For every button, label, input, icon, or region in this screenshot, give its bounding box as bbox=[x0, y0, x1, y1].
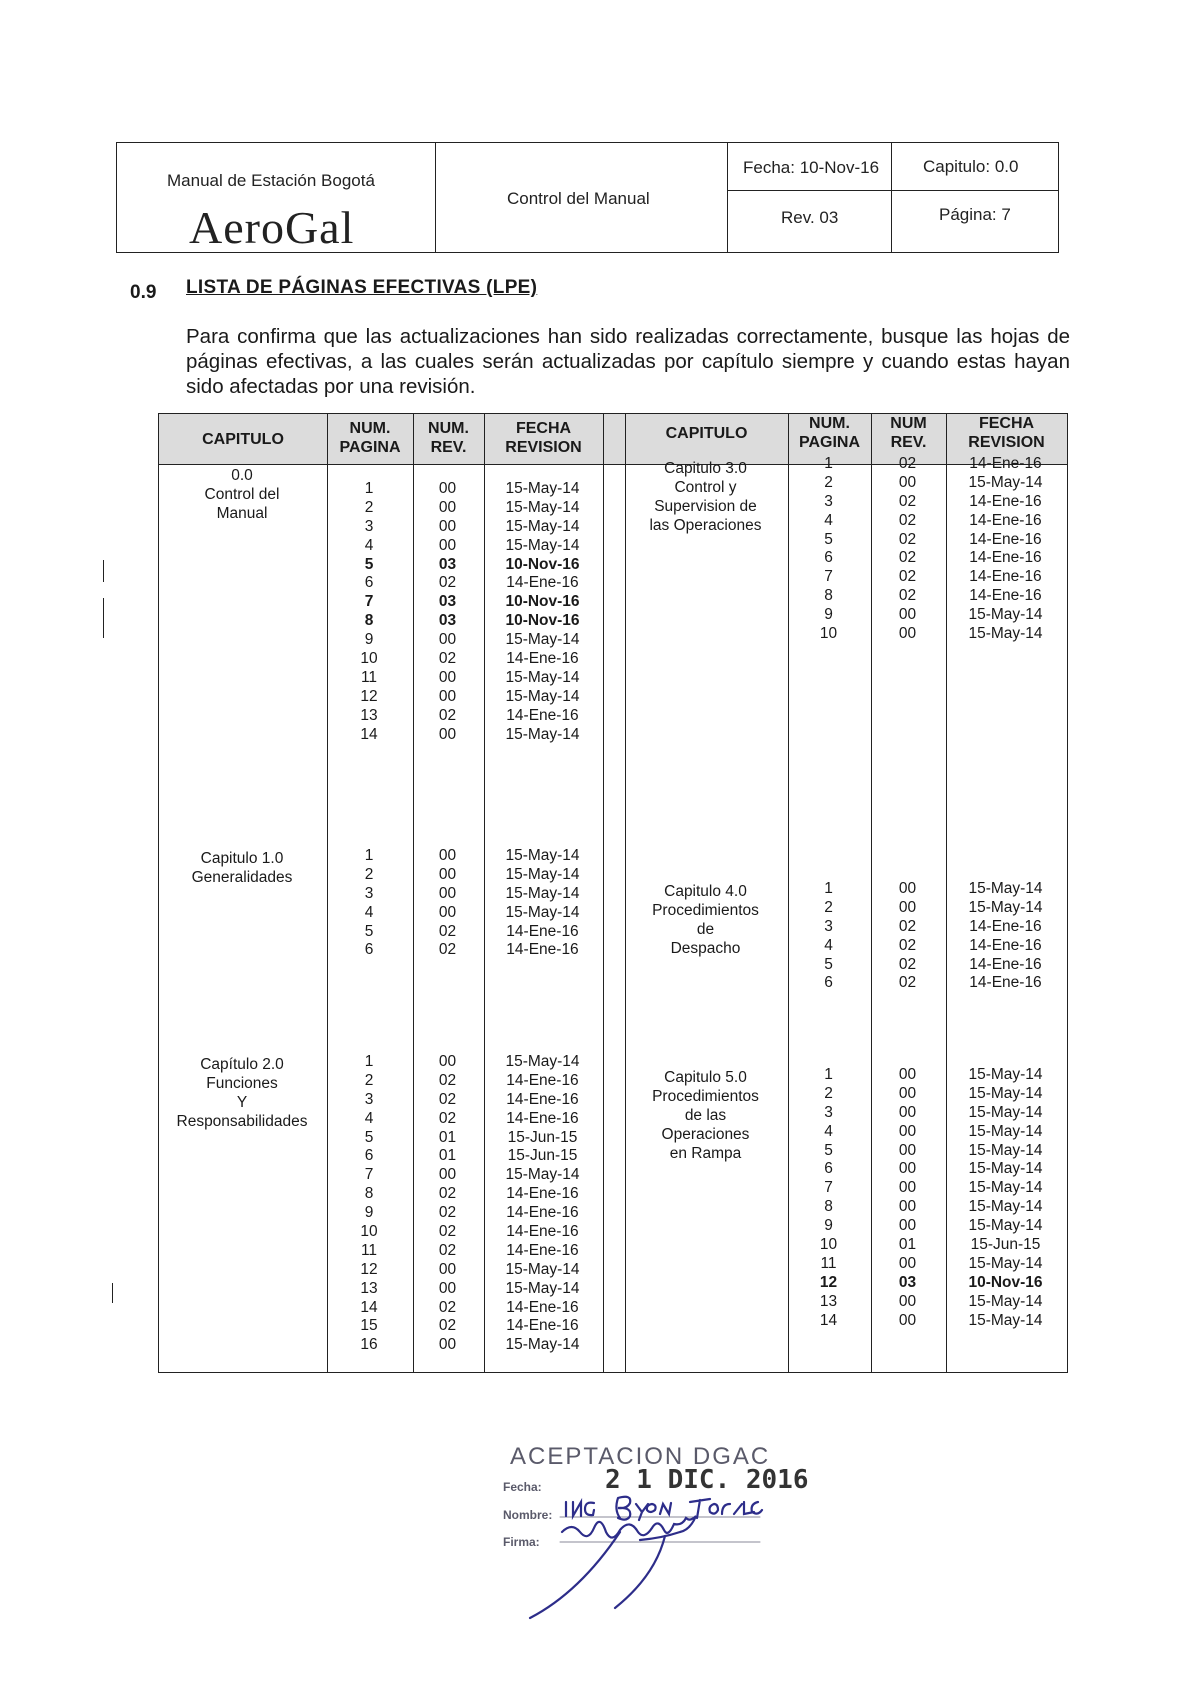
table-cell: 00 bbox=[438, 668, 457, 686]
table-cell: 15-May-14 bbox=[505, 517, 580, 535]
table-cell: 14-Ene-16 bbox=[969, 917, 1042, 935]
table-cell: 00 bbox=[898, 1198, 917, 1216]
table-cell: 4 bbox=[364, 1109, 374, 1127]
table-cell: 10 bbox=[819, 625, 838, 643]
table-cell: 12 bbox=[360, 687, 378, 705]
table-cell: 00 bbox=[898, 1084, 917, 1102]
table-cell: 12 bbox=[819, 1273, 838, 1291]
table-cell: 15-May-14 bbox=[505, 668, 580, 686]
table-cell: 01 bbox=[438, 1128, 457, 1146]
table-cell: 15-May-14 bbox=[968, 1084, 1043, 1102]
revision-dates-column bbox=[945, 880, 1066, 993]
table-cell: 00 bbox=[898, 625, 917, 643]
table-cell: 14-Ene-16 bbox=[506, 1204, 579, 1222]
header-pagina-left: NUM. PAGINA bbox=[339, 420, 401, 456]
table-cell: 6 bbox=[364, 1147, 374, 1165]
table-cell: 15-May-14 bbox=[505, 903, 580, 921]
table-cell: 15-May-14 bbox=[968, 880, 1043, 897]
header-pagina: Página: 7 bbox=[939, 205, 1011, 224]
stamp-firma-label: Firma: bbox=[503, 1535, 540, 1549]
table-cell: 1 bbox=[824, 1066, 833, 1083]
table-cell: 2 bbox=[824, 898, 833, 916]
table-cell: 00 bbox=[898, 473, 917, 491]
document-header bbox=[116, 142, 1059, 253]
table-cell: 14-Ene-16 bbox=[969, 549, 1042, 567]
table-cell: 4 bbox=[824, 936, 833, 954]
table-cell: 15-May-14 bbox=[968, 1066, 1043, 1083]
table-cell: 1 bbox=[364, 847, 374, 864]
table-cell: 02 bbox=[898, 511, 917, 529]
header-capitulo-right: CAPITULO bbox=[665, 425, 748, 442]
table-cell: 14-Ene-16 bbox=[506, 1298, 579, 1316]
table-cell: 15-May-14 bbox=[968, 1311, 1043, 1329]
table-cell: 10-Nov-16 bbox=[968, 1273, 1043, 1291]
table-cell: 15-May-14 bbox=[505, 1336, 580, 1354]
table-cell: 15-May-14 bbox=[505, 1166, 580, 1184]
table-cell: 00 bbox=[898, 1160, 917, 1178]
page-numbers-column bbox=[787, 880, 870, 993]
chapter-label: Capitulo 1.0 Generalidades bbox=[191, 850, 293, 886]
table-cell: 02 bbox=[898, 455, 917, 472]
table-cell: 00 bbox=[438, 498, 457, 516]
table-cell: 14 bbox=[819, 1311, 838, 1329]
table-cell: 14-Ene-16 bbox=[969, 511, 1042, 529]
table-cell: 14-Ene-16 bbox=[969, 936, 1042, 954]
table-cell: 02 bbox=[898, 492, 917, 510]
table-cell: 14-Ene-16 bbox=[506, 574, 579, 592]
table-cell: 2 bbox=[364, 498, 374, 516]
table-cell: 15-May-14 bbox=[968, 473, 1043, 491]
table-cell: 02 bbox=[898, 530, 917, 548]
table-cell: 15-May-14 bbox=[968, 1160, 1043, 1178]
table-cell: 15-May-14 bbox=[968, 1217, 1043, 1235]
table-cell: 9 bbox=[364, 1204, 374, 1222]
table-cell: 00 bbox=[438, 1053, 457, 1070]
table-cell: 14 bbox=[360, 725, 378, 743]
table-cell: 14-Ene-16 bbox=[969, 455, 1042, 472]
table-cell: 4 bbox=[364, 903, 374, 921]
table-cell: 14-Ene-16 bbox=[969, 568, 1042, 586]
table-cell: 02 bbox=[898, 549, 917, 567]
table-cell: 3 bbox=[824, 917, 833, 935]
table-cell: 02 bbox=[438, 1185, 457, 1203]
table-cell: 02 bbox=[438, 706, 457, 724]
page-numbers-column bbox=[326, 480, 412, 744]
table-cell: 10-Nov-16 bbox=[505, 612, 580, 630]
table-cell: 10 bbox=[360, 650, 378, 668]
table-cell: 00 bbox=[438, 517, 457, 535]
table-cell: 02 bbox=[438, 574, 457, 592]
table-cell: 15-Jun-15 bbox=[507, 1147, 578, 1165]
table-cell: 01 bbox=[438, 1147, 457, 1165]
chapter-label: Capitulo 5.0 Procedimientos de las Operaciones en Rampa bbox=[652, 1069, 759, 1162]
table-cell: 00 bbox=[898, 880, 917, 897]
table-cell: 14-Ene-16 bbox=[506, 650, 579, 668]
section-intro: Para confirma que las actualizaciones han sido realizadas correctamente, busque las hojas de páginas efectivas, a las cuales serán actualizadas por capítulo siempre y cuando estas hayan sido afectadas por una revisión. bbox=[186, 325, 1070, 398]
header-title: Control del Manual bbox=[507, 189, 650, 208]
table-cell: 14-Ene-16 bbox=[969, 530, 1042, 548]
table-cell: 2 bbox=[824, 1084, 833, 1102]
table-cell: 03 bbox=[438, 612, 457, 630]
table-cell: 4 bbox=[824, 1122, 833, 1140]
chapter-label: Capitulo 3.0 Control y Supervision de las Operaciones bbox=[649, 460, 762, 534]
manual-name: Manual de Estación Bogotá bbox=[167, 171, 375, 190]
header-rev: Rev. 03 bbox=[781, 208, 839, 227]
table-cell: 15-May-14 bbox=[505, 536, 580, 554]
table-cell: 02 bbox=[438, 1223, 457, 1241]
chapter-label: 0.0 Control del Manual bbox=[204, 467, 280, 522]
table-cell: 14-Ene-16 bbox=[506, 1317, 579, 1335]
table-cell: 02 bbox=[438, 922, 457, 940]
section-title: LISTA DE PÁGINAS EFECTIVAS (LPE) bbox=[186, 277, 538, 298]
table-cell: 7 bbox=[824, 1179, 833, 1197]
table-cell: 8 bbox=[824, 1198, 833, 1216]
table-cell: 5 bbox=[364, 555, 374, 573]
table-cell: 00 bbox=[898, 606, 917, 624]
table-cell: 14-Ene-16 bbox=[506, 1241, 579, 1259]
table-cell: 00 bbox=[438, 536, 457, 554]
table-cell: 10-Nov-16 bbox=[505, 593, 580, 611]
table-cell: 3 bbox=[364, 1090, 374, 1108]
header-capitulo: Capitulo: 0.0 bbox=[923, 157, 1019, 176]
table-cell: 14-Ene-16 bbox=[506, 1185, 579, 1203]
table-cell: 00 bbox=[898, 1254, 917, 1272]
table-cell: 02 bbox=[898, 568, 917, 586]
table-cell: 7 bbox=[364, 1166, 374, 1184]
stamp-date: 2 1 DIC. 2016 bbox=[605, 1465, 809, 1495]
table-cell: 13 bbox=[819, 1292, 838, 1310]
aerogal-logo: AeroGal bbox=[189, 202, 355, 253]
table-cell: 1 bbox=[824, 455, 833, 472]
section-number: 0.9 bbox=[130, 282, 157, 303]
table-cell: 4 bbox=[364, 536, 374, 554]
revision-numbers-column bbox=[412, 1053, 483, 1355]
table-cell: 6 bbox=[824, 549, 833, 567]
revision-dates-column bbox=[483, 847, 602, 960]
table-cell: 00 bbox=[898, 1141, 917, 1159]
table-cell: 14 bbox=[360, 1298, 378, 1316]
table-cell: 02 bbox=[438, 1241, 457, 1259]
table-cell: 00 bbox=[438, 1336, 457, 1354]
table-cell: 02 bbox=[438, 1071, 457, 1089]
table-cell: 6 bbox=[824, 1160, 833, 1178]
table-cell: 3 bbox=[824, 1103, 833, 1121]
header-rev-left: NUM. REV. bbox=[428, 420, 469, 456]
table-cell: 00 bbox=[898, 1066, 917, 1083]
table-cell: 14-Ene-16 bbox=[969, 955, 1042, 973]
stamp-title: ACEPTACION DGAC bbox=[510, 1443, 771, 1470]
table-cell: 6 bbox=[824, 974, 833, 992]
signature-image bbox=[500, 1440, 790, 1620]
page-numbers-column bbox=[787, 1066, 870, 1330]
table-cell: 7 bbox=[364, 593, 374, 611]
table-cell: 03 bbox=[438, 593, 457, 611]
table-cell: 15-May-14 bbox=[505, 725, 580, 743]
header-rev-right: NUM REV. bbox=[890, 415, 927, 451]
table-cell: 5 bbox=[824, 955, 833, 973]
header-fecha: Fecha: 10-Nov-16 bbox=[743, 158, 880, 177]
table-cell: 14-Ene-16 bbox=[506, 922, 579, 940]
table-cell: 5 bbox=[364, 922, 374, 940]
table-cell: 12 bbox=[360, 1260, 378, 1278]
table-cell: 1 bbox=[824, 880, 833, 897]
table-cell: 5 bbox=[824, 1141, 833, 1159]
table-cell: 03 bbox=[438, 555, 457, 573]
table-cell: 15-May-14 bbox=[505, 1279, 580, 1297]
table-cell: 14-Ene-16 bbox=[969, 974, 1042, 992]
table-cell: 16 bbox=[360, 1336, 378, 1354]
table-cell: 6 bbox=[364, 574, 374, 592]
table-cell: 01 bbox=[898, 1236, 917, 1254]
table-cell: 15 bbox=[360, 1317, 378, 1335]
table-cell: 14-Ene-16 bbox=[506, 1109, 579, 1127]
table-cell: 2 bbox=[364, 865, 374, 883]
revision-numbers-column bbox=[412, 847, 483, 960]
change-bar bbox=[103, 598, 104, 638]
revision-numbers-column bbox=[412, 480, 483, 744]
table-cell: 10 bbox=[819, 1236, 838, 1254]
table-cell: 15-May-14 bbox=[505, 631, 580, 649]
table-cell: 02 bbox=[898, 974, 917, 992]
table-cell: 2 bbox=[824, 473, 833, 491]
table-cell: 14-Ene-16 bbox=[969, 587, 1042, 605]
table-cell: 11 bbox=[820, 1254, 837, 1272]
table-cell: 8 bbox=[824, 587, 833, 605]
table-cell: 15-May-14 bbox=[968, 1254, 1043, 1272]
table-cell: 14-Ene-16 bbox=[506, 1090, 579, 1108]
table-cell: 00 bbox=[898, 1103, 917, 1121]
table-cell: 00 bbox=[438, 884, 457, 902]
chapter-label: Capítulo 2.0 Funciones Y Responsabilidades bbox=[176, 1056, 308, 1130]
table-cell: 15-May-14 bbox=[968, 625, 1043, 643]
revision-numbers-column bbox=[870, 880, 945, 993]
revision-numbers-column bbox=[870, 455, 945, 644]
table-cell: 15-May-14 bbox=[505, 1260, 580, 1278]
table-cell: 15-May-14 bbox=[505, 480, 580, 497]
table-cell: 10-Nov-16 bbox=[505, 555, 580, 573]
table-cell: 15-Jun-15 bbox=[507, 1128, 578, 1146]
header-fecha-left: FECHA REVISION bbox=[505, 420, 582, 456]
table-cell: 15-May-14 bbox=[505, 865, 580, 883]
table-cell: 15-May-14 bbox=[968, 606, 1043, 624]
table-cell: 00 bbox=[438, 865, 457, 883]
table-cell: 02 bbox=[898, 587, 917, 605]
table-cell: 4 bbox=[824, 511, 833, 529]
table-cell: 6 bbox=[364, 941, 374, 959]
table-cell: 00 bbox=[438, 1260, 457, 1278]
header-capitulo-left: CAPITULO bbox=[202, 431, 284, 448]
table-cell: 14-Ene-16 bbox=[506, 941, 579, 959]
table-cell: 15-Jun-15 bbox=[970, 1236, 1041, 1254]
table-cell: 15-May-14 bbox=[968, 1141, 1043, 1159]
table-cell: 9 bbox=[824, 1217, 833, 1235]
table-cell: 00 bbox=[438, 631, 457, 649]
table-cell: 5 bbox=[824, 530, 833, 548]
table-cell: 02 bbox=[898, 936, 917, 954]
table-cell: 14-Ene-16 bbox=[969, 492, 1042, 510]
table-cell: 02 bbox=[898, 955, 917, 973]
table-cell: 00 bbox=[898, 1292, 917, 1310]
stamp-fecha-label: Fecha: bbox=[503, 1480, 542, 1494]
table-cell: 15-May-14 bbox=[505, 847, 580, 864]
table-cell: 15-May-14 bbox=[505, 687, 580, 705]
table-cell: 8 bbox=[364, 1185, 374, 1203]
change-bar bbox=[112, 1283, 113, 1303]
table-cell: 15-May-14 bbox=[505, 498, 580, 516]
table-cell: 03 bbox=[898, 1273, 917, 1291]
table-cell: 1 bbox=[364, 480, 374, 497]
table-cell: 00 bbox=[898, 898, 917, 916]
page-numbers-column bbox=[326, 847, 412, 960]
table-cell: 14-Ene-16 bbox=[506, 706, 579, 724]
table-cell: 02 bbox=[438, 1109, 457, 1127]
page-numbers-column bbox=[326, 1053, 412, 1355]
table-cell: 00 bbox=[438, 725, 457, 743]
table-cell: 02 bbox=[438, 941, 457, 959]
table-cell: 5 bbox=[364, 1128, 374, 1146]
table-cell: 1 bbox=[364, 1053, 374, 1070]
table-cell: 00 bbox=[438, 687, 457, 705]
table-cell: 3 bbox=[364, 884, 374, 902]
chapter-label: Capitulo 4.0 Procedimientos de Despacho bbox=[652, 883, 759, 957]
table-cell: 15-May-14 bbox=[968, 1103, 1043, 1121]
revision-dates-column bbox=[483, 1053, 602, 1355]
table-cell: 9 bbox=[824, 606, 833, 624]
revision-dates-column bbox=[945, 1066, 1066, 1330]
revision-dates-column bbox=[483, 480, 602, 744]
table-cell: 00 bbox=[438, 1166, 457, 1184]
table-cell: 15-May-14 bbox=[968, 898, 1043, 916]
table-cell: 02 bbox=[438, 1090, 457, 1108]
table-cell: 00 bbox=[438, 903, 457, 921]
table-cell: 3 bbox=[364, 517, 374, 535]
header-fecha-right: FECHA REVISION bbox=[968, 415, 1045, 451]
table-cell: 13 bbox=[360, 706, 378, 724]
table-cell: 15-May-14 bbox=[968, 1179, 1043, 1197]
table-cell: 02 bbox=[438, 1298, 457, 1316]
table-cell: 7 bbox=[824, 568, 833, 586]
table-cell: 00 bbox=[898, 1311, 917, 1329]
header-pagina-right: NUM. PAGINA bbox=[798, 415, 861, 451]
table-cell: 02 bbox=[438, 1204, 457, 1222]
table-cell: 10 bbox=[360, 1223, 378, 1241]
table-cell: 3 bbox=[824, 492, 833, 510]
table-cell: 9 bbox=[364, 631, 374, 649]
table-cell: 00 bbox=[438, 1279, 457, 1297]
revision-dates-column bbox=[945, 455, 1066, 644]
table-cell: 02 bbox=[438, 1317, 457, 1335]
stamp-nombre-label: Nombre: bbox=[503, 1508, 553, 1522]
table-cell: 02 bbox=[898, 917, 917, 935]
table-cell: 15-May-14 bbox=[968, 1122, 1043, 1140]
table-cell: 11 bbox=[360, 668, 378, 686]
table-cell: 15-May-14 bbox=[968, 1292, 1043, 1310]
table-cell: 8 bbox=[364, 612, 374, 630]
table-cell: 14-Ene-16 bbox=[506, 1223, 579, 1241]
table-cell: 00 bbox=[898, 1122, 917, 1140]
page-numbers-column bbox=[787, 455, 870, 644]
table-cell: 02 bbox=[438, 650, 457, 668]
table-cell: 15-May-14 bbox=[505, 1053, 580, 1070]
table-cell: 00 bbox=[438, 847, 457, 864]
table-cell: 14-Ene-16 bbox=[506, 1071, 579, 1089]
table-cell: 00 bbox=[898, 1217, 917, 1235]
table-cell: 00 bbox=[898, 1179, 917, 1197]
table-cell: 15-May-14 bbox=[968, 1198, 1043, 1216]
table-cell: 15-May-14 bbox=[505, 884, 580, 902]
table-cell: 2 bbox=[364, 1071, 374, 1089]
revision-numbers-column bbox=[870, 1066, 945, 1330]
table-cell: 00 bbox=[438, 480, 457, 497]
table-cell: 11 bbox=[360, 1241, 378, 1259]
table-cell: 13 bbox=[360, 1279, 378, 1297]
change-bar bbox=[103, 560, 104, 582]
